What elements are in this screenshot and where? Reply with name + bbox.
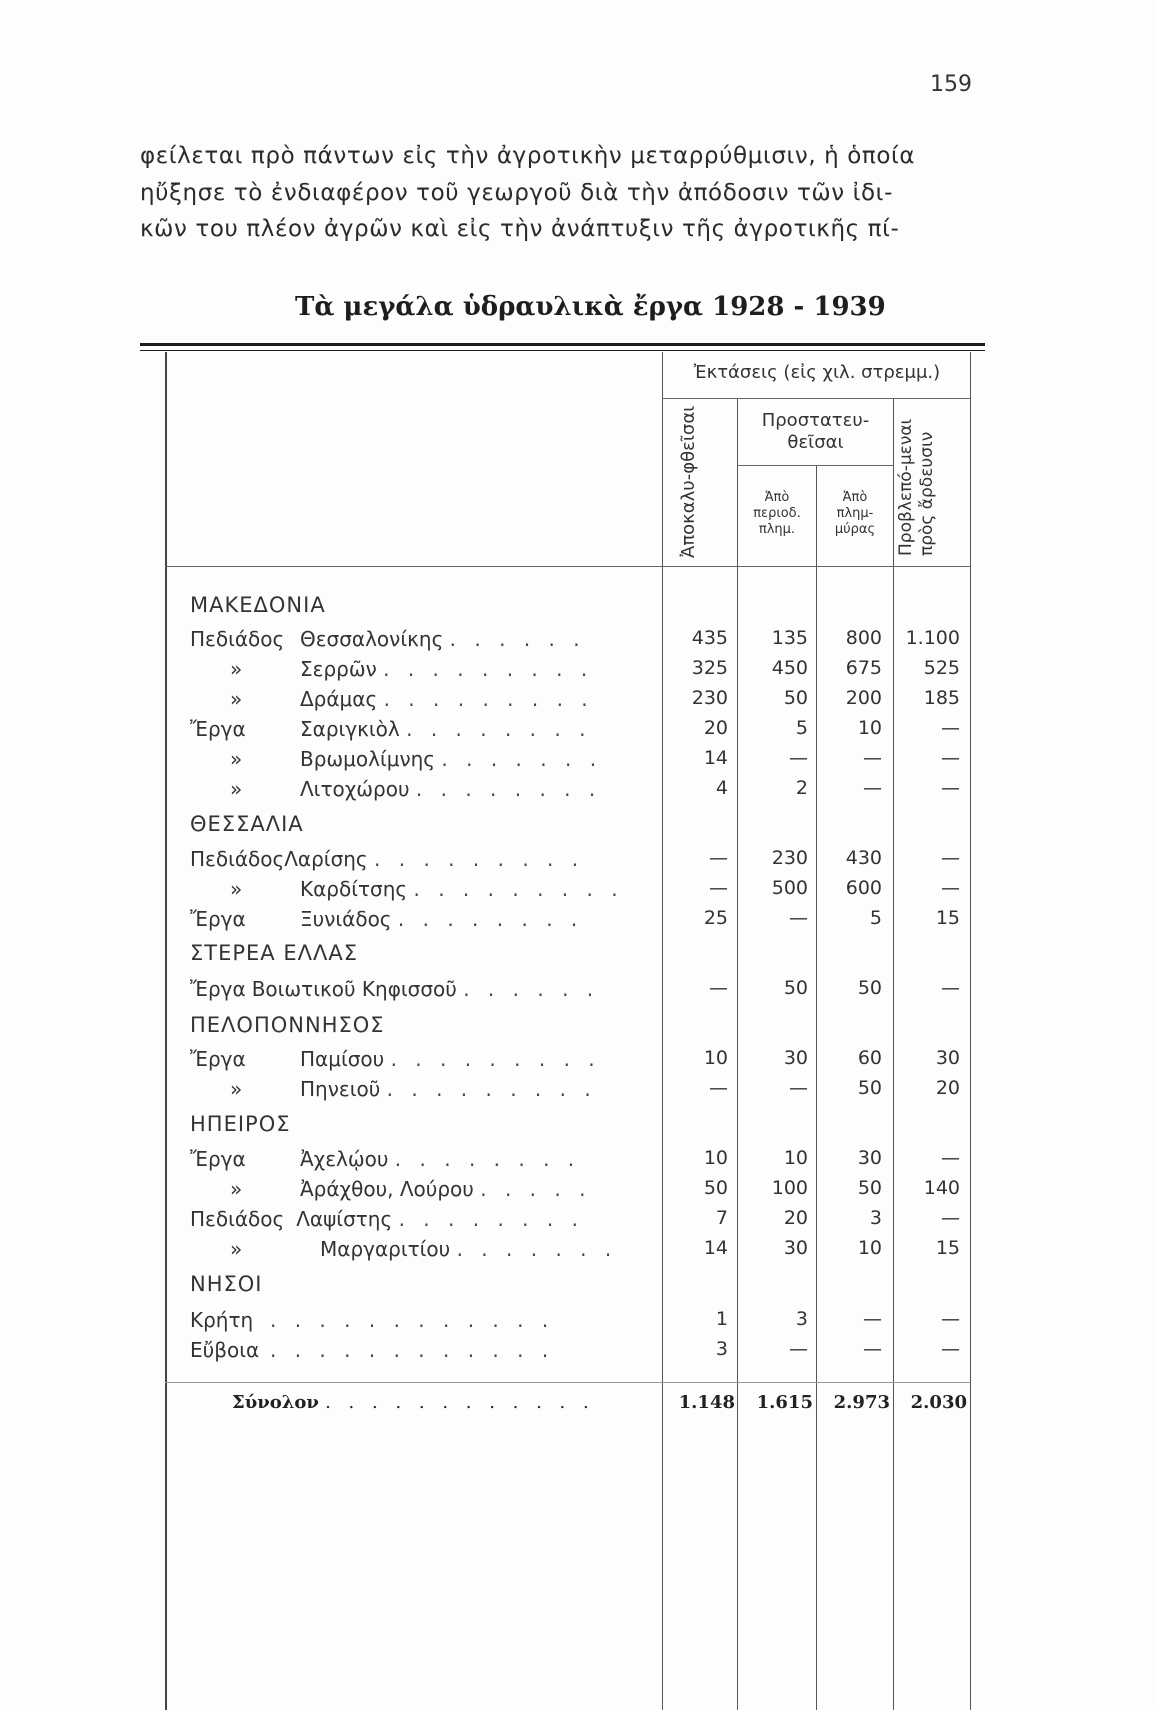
row-name: Λαρίσης	[284, 847, 368, 871]
cell-flood: 3	[869, 1207, 882, 1229]
table-row	[190, 627, 586, 651]
table-row	[190, 1237, 617, 1261]
column-divider	[737, 398, 738, 1710]
row-prefix: »	[230, 1077, 243, 1101]
row-prefix: »	[230, 1237, 243, 1261]
row-name: Ἀράχθου, Λούρου	[300, 1177, 474, 1201]
cell-periodic: 5	[795, 717, 808, 739]
total-row-rule	[165, 1382, 970, 1383]
row-prefix: Πεδιάδος	[190, 627, 285, 651]
row-prefix: »	[230, 1177, 243, 1201]
row-prefix: »	[230, 747, 243, 771]
region-heading: ΘΕΣΣΑΛΙΑ	[190, 812, 304, 836]
header-rule	[662, 398, 970, 399]
cell-periodic: 20	[783, 1207, 808, 1229]
header-periodic-line: περιοδ.	[753, 506, 801, 521]
header-protected: Προστατευ-θεῖσαι	[761, 410, 870, 453]
page-number: 159	[930, 72, 972, 97]
cell-periodic: —	[789, 747, 808, 769]
row-prefix: »	[230, 777, 243, 801]
cell-drained: 20	[703, 717, 728, 739]
row-name: Ἀχελῴου	[300, 1147, 389, 1171]
table-row	[190, 777, 601, 801]
paragraph-line: ηὔξησε τὸ ἐνδιαφέρον τοῦ γεωργοῦ διὰ τὴν ἀπόδοσιν τῶν ἰδι-	[140, 180, 893, 206]
header-periodic-line: πλημ.	[758, 522, 796, 537]
row-leader: . . . . . . . .	[397, 907, 584, 931]
column-divider	[893, 398, 894, 1710]
cell-drained: 10	[703, 1147, 728, 1169]
table-left-border	[165, 352, 167, 1710]
table-row	[190, 1047, 601, 1071]
row-leader: . . . . . .	[463, 977, 600, 1001]
row-leader: . . . . . . . . . . . .	[270, 1308, 555, 1332]
row-leader: . . . . . . . . .	[383, 657, 594, 681]
row-name: Λιτοχώρου	[300, 777, 410, 801]
row-leader: . . . . . . . .	[394, 1147, 581, 1171]
header-flood-line: Ἀπὸ	[842, 490, 868, 505]
row-leader: . . . . . . . . .	[383, 687, 594, 711]
total-drained: 1.148	[678, 1392, 735, 1413]
cell-periodic: 3	[795, 1308, 808, 1330]
region-heading: ΗΠΕΙΡΟΣ	[190, 1112, 291, 1136]
cell-periodic: 10	[783, 1147, 808, 1169]
row-name: Σαριγκιὸλ	[300, 717, 400, 741]
header-rule	[737, 465, 893, 466]
cell-drained: 14	[703, 1237, 728, 1259]
region-heading: ΠΕΛΟΠΟΝΝΗΣΟΣ	[190, 1013, 385, 1037]
cell-drained: 4	[715, 777, 728, 799]
row-leader: . . . . . . .	[456, 1237, 618, 1261]
region-heading: ΣΤΕΡΕΑ ΕΛΛΑΣ	[190, 941, 358, 965]
row-prefix: Ἔργα	[190, 1147, 246, 1171]
cell-irrigation: —	[941, 777, 960, 799]
row-name: Ξυνιάδος	[300, 907, 392, 931]
row-prefix: Κρήτη	[190, 1308, 254, 1332]
paragraph-line: φείλεται πρὸ πάντων εἰς τὴν ἀγροτικὴν μεταρρύθμισιν, ἡ ὁποία	[140, 143, 916, 169]
table-row	[190, 1177, 591, 1201]
row-leader: . . . . . . .	[441, 747, 603, 771]
cell-irrigation: —	[941, 977, 960, 999]
table-row	[190, 847, 584, 871]
table-row	[190, 687, 594, 711]
table-top-rule-thin	[140, 350, 985, 351]
cell-drained: 435	[691, 627, 728, 649]
cell-flood: 10	[857, 717, 882, 739]
total-label	[232, 1392, 595, 1413]
column-divider	[662, 352, 663, 1710]
cell-flood: 5	[869, 907, 882, 929]
row-leader: . . . . . . . .	[398, 1207, 584, 1231]
cell-irrigation: —	[941, 847, 960, 869]
table-row	[190, 717, 591, 741]
cell-flood: 800	[845, 627, 882, 649]
row-leader: . . . . .	[480, 1177, 592, 1201]
cell-periodic: —	[789, 1338, 808, 1360]
cell-periodic: —	[789, 1077, 808, 1099]
cell-periodic: —	[789, 907, 808, 929]
cell-periodic: 100	[771, 1177, 808, 1199]
row-prefix: »	[230, 687, 243, 711]
header-bottom-rule	[165, 566, 970, 567]
cell-flood: 200	[845, 687, 882, 709]
cell-flood: —	[863, 1308, 882, 1330]
region-heading: ΝΗΣΟΙ	[190, 1272, 263, 1296]
row-prefix: Πεδιάδος	[190, 847, 285, 871]
region-heading: ΜΑΚΕΔΟΝΙΑ	[190, 593, 326, 617]
cell-irrigation: 15	[935, 1237, 960, 1259]
row-name: Μαργαριτίου	[320, 1237, 451, 1261]
cell-irrigation: 140	[923, 1177, 960, 1199]
cell-flood: 60	[857, 1047, 882, 1069]
cell-flood: —	[863, 1338, 882, 1360]
cell-irrigation: 525	[923, 657, 960, 679]
row-leader: . . . . . .	[449, 627, 586, 651]
row-leader: . . . . . . . . .	[374, 847, 585, 871]
table-row	[190, 977, 599, 1001]
cell-flood: 30	[857, 1147, 882, 1169]
cell-flood: 600	[845, 877, 882, 899]
table-row	[190, 1147, 580, 1171]
header-irrigation: Προβλεπό-μεναι πρὸς ἄρδευσιν	[896, 418, 937, 556]
header-flood	[817, 490, 893, 538]
row-leader: . . . . . . . . . . . .	[270, 1338, 555, 1362]
cell-periodic: 230	[771, 847, 808, 869]
cell-flood: —	[863, 777, 882, 799]
total-periodic: 1.615	[756, 1392, 813, 1413]
cell-drained: 25	[703, 907, 728, 929]
total-label-text: Σύνολον	[232, 1392, 319, 1413]
cell-periodic: 135	[771, 627, 808, 649]
table-right-border	[970, 352, 971, 1710]
cell-drained: 7	[715, 1207, 728, 1229]
cell-irrigation: —	[941, 1147, 960, 1169]
header-flood-line: πλημ-	[836, 506, 874, 521]
row-name: Βρωμολίμνης	[300, 747, 436, 771]
table-row	[190, 747, 602, 771]
row-name: Θεσσαλονίκης	[300, 627, 444, 651]
row-name: Παμίσου	[300, 1047, 385, 1071]
cell-drained: 325	[691, 657, 728, 679]
row-leader: . . . . . . . . .	[413, 877, 624, 901]
row-name: Σερρῶν	[300, 657, 377, 681]
cell-irrigation: —	[941, 877, 960, 899]
row-prefix: »	[230, 877, 243, 901]
cell-irrigation: —	[941, 717, 960, 739]
table-top-rule	[140, 343, 985, 346]
table-row	[190, 657, 593, 681]
cell-irrigation: 185	[923, 687, 960, 709]
table-row	[190, 1077, 597, 1101]
total-irrigation: 2.030	[910, 1392, 967, 1413]
table-row	[190, 1338, 554, 1362]
cell-irrigation: 15	[935, 907, 960, 929]
table-title: Τὰ μεγάλα ὑδραυλικὰ ἔργα 1928 - 1939	[295, 292, 886, 322]
row-name: Λαψίστης	[296, 1207, 393, 1231]
header-drained: Ἀποκαλυ-φθεῖσαι	[678, 405, 699, 558]
cell-irrigation: —	[941, 1207, 960, 1229]
row-name: Πηνειοῦ	[300, 1077, 381, 1101]
cell-drained: 3	[715, 1338, 728, 1360]
table-row	[190, 907, 583, 931]
row-name: Καρδίτσης	[300, 877, 408, 901]
row-leader: . . . . . . . .	[406, 717, 592, 741]
row-prefix: Ἔργα	[190, 977, 246, 1001]
cell-drained: —	[709, 977, 728, 999]
row-prefix: Ἔργα	[190, 1047, 246, 1071]
cell-flood: —	[863, 747, 882, 769]
cell-drained: —	[709, 877, 728, 899]
row-name: Βοιωτικοῦ Κηφισσοῦ	[251, 977, 457, 1001]
table-row	[190, 1207, 584, 1231]
cell-irrigation: —	[941, 1308, 960, 1330]
cell-periodic: 500	[771, 877, 808, 899]
cell-drained: 50	[703, 1177, 728, 1199]
row-leader: . . . . . . . . .	[390, 1047, 601, 1071]
cell-drained: 230	[691, 687, 728, 709]
row-prefix: »	[230, 657, 243, 681]
cell-irrigation: —	[941, 1338, 960, 1360]
cell-irrigation: —	[941, 747, 960, 769]
cell-flood: 50	[857, 1077, 882, 1099]
row-leader: . . . . . . . . .	[386, 1077, 597, 1101]
cell-periodic: 50	[783, 687, 808, 709]
cell-periodic: 450	[771, 657, 808, 679]
row-prefix: Ἔργα	[190, 717, 246, 741]
cell-irrigation: 1.100	[905, 627, 960, 649]
cell-flood: 675	[845, 657, 882, 679]
cell-flood: 50	[857, 977, 882, 999]
paragraph-line: κῶν του πλέον ἀγρῶν καὶ εἰς τὴν ἀνάπτυξιν τῆς ἀγροτικῆς πί-	[140, 216, 900, 242]
cell-drained: 10	[703, 1047, 728, 1069]
total-leader: . . . . . . . . . . . .	[325, 1392, 595, 1413]
table-row	[190, 877, 624, 901]
row-prefix: Πεδιάδος	[190, 1207, 285, 1231]
cell-periodic: 2	[795, 777, 808, 799]
row-prefix: Εὔβοια	[190, 1338, 260, 1362]
cell-drained: 1	[715, 1308, 728, 1330]
cell-drained: 14	[703, 747, 728, 769]
table-row	[190, 1308, 554, 1332]
cell-periodic: 50	[783, 977, 808, 999]
row-prefix: Ἔργα	[190, 907, 246, 931]
cell-flood: 50	[857, 1177, 882, 1199]
cell-irrigation: 20	[935, 1077, 960, 1099]
cell-periodic: 30	[783, 1047, 808, 1069]
header-periodic	[738, 490, 816, 538]
row-leader: . . . . . . . .	[415, 777, 602, 801]
column-divider	[816, 465, 817, 1710]
row-name: Δράμας	[300, 687, 378, 711]
cell-irrigation: 30	[935, 1047, 960, 1069]
total-flood: 2.973	[833, 1392, 890, 1413]
header-periodic-line: Ἀπὸ	[764, 490, 790, 505]
header-flood-line: μύρας	[834, 522, 876, 537]
cell-drained: —	[709, 847, 728, 869]
cell-flood: 430	[845, 847, 882, 869]
cell-drained: —	[709, 1077, 728, 1099]
cell-periodic: 30	[783, 1237, 808, 1259]
cell-flood: 10	[857, 1237, 882, 1259]
header-extents: Ἐκτάσεις (εἰς χιλ. στρεμμ.)	[693, 362, 941, 383]
